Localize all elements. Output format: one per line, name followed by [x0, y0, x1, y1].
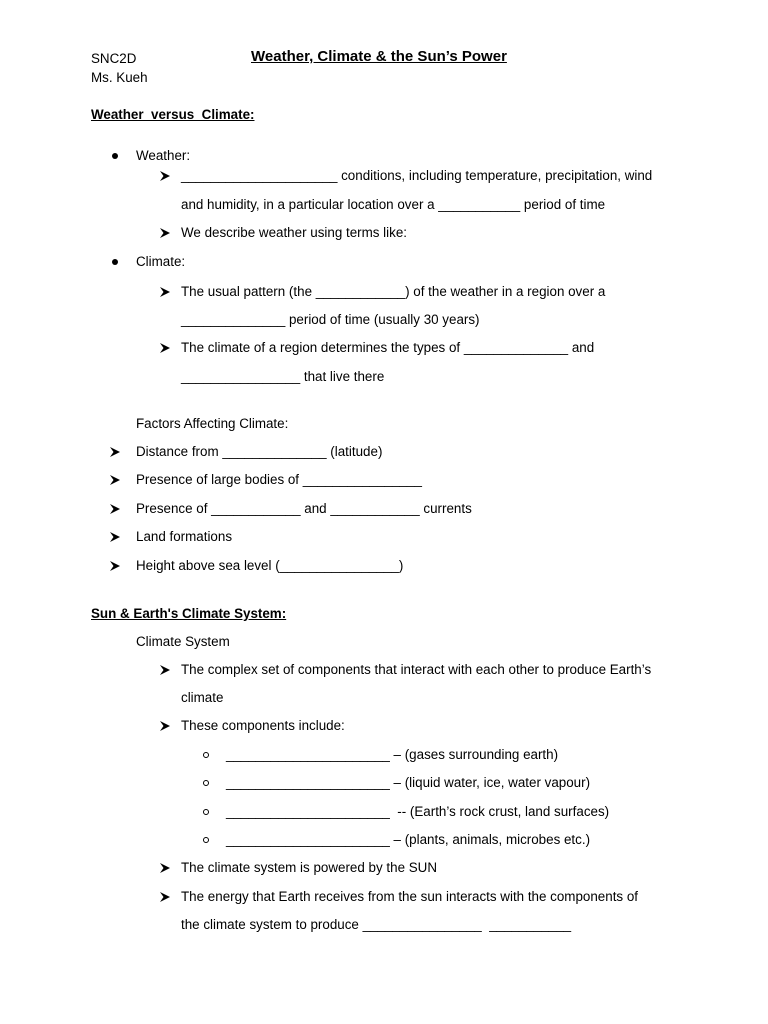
bullet-circle-icon — [203, 837, 209, 843]
arrow-bullet-icon — [109, 531, 121, 543]
bullet-disc-icon — [112, 259, 118, 265]
climate-types-line2: ________________ that live there — [181, 369, 385, 384]
energy-interaction-line2: the climate system to produce ________________ ___________ — [181, 917, 572, 932]
arrow-bullet-icon — [159, 664, 171, 676]
weather-label: Weather: — [136, 148, 191, 163]
weather-definition-line1: _____________________ conditions, including temperature, precipitation, wind — [181, 168, 653, 183]
components-intro: These components include: — [181, 718, 345, 733]
component-item: ______________________ – (gases surrounding earth) — [226, 747, 559, 762]
arrow-bullet-icon — [159, 170, 171, 182]
arrow-bullet-icon — [159, 286, 171, 298]
factor-item: Presence of ____________ and ____________ currents — [136, 501, 472, 516]
section-heading-weather-climate: Weather versus Climate: — [91, 107, 255, 122]
component-item: ______________________ – (liquid water, ice, water vapour) — [226, 775, 591, 790]
climate-label: Climate: — [136, 254, 186, 269]
page-title: Weather, Climate & the Sun’s Power — [251, 48, 507, 65]
weather-terms-line: We describe weather using terms like: — [181, 225, 407, 240]
factor-item: Presence of large bodies of ________________ — [136, 472, 422, 487]
factor-item: Distance from ______________ (latitude) — [136, 444, 383, 459]
arrow-bullet-icon — [159, 342, 171, 354]
arrow-bullet-icon — [159, 227, 171, 239]
powered-by-sun-line: The climate system is powered by the SUN — [181, 860, 438, 875]
arrow-bullet-icon — [109, 446, 121, 458]
arrow-bullet-icon — [109, 560, 121, 572]
factor-item: Height above sea level (________________) — [136, 558, 404, 573]
component-item: ______________________ -- (Earth’s rock crust, land surfaces) — [226, 804, 610, 819]
arrow-bullet-icon — [159, 720, 171, 732]
climate-definition-line1: The usual pattern (the ____________) of the weather in a region over a — [181, 284, 606, 299]
energy-interaction-line1: The energy that Earth receives from the sun interacts with the components of — [181, 889, 639, 904]
arrow-bullet-icon — [109, 474, 121, 486]
factors-heading: Factors Affecting Climate: — [136, 416, 289, 431]
bullet-circle-icon — [203, 780, 209, 786]
section-heading-sun-earth: Sun & Earth's Climate System: — [91, 606, 287, 621]
climate-definition-line2: ______________ period of time (usually 30 years) — [181, 312, 480, 327]
arrow-bullet-icon — [159, 862, 171, 874]
weather-definition-line2: and humidity, in a particular location over a ___________ period of time — [181, 197, 606, 212]
arrow-bullet-icon — [159, 891, 171, 903]
bullet-disc-icon — [112, 153, 118, 159]
component-item: ______________________ – (plants, animals, microbes etc.) — [226, 832, 591, 847]
bullet-circle-icon — [203, 809, 209, 815]
arrow-bullet-icon — [109, 503, 121, 515]
factor-item: Land formations — [136, 529, 233, 544]
climate-system-definition-line1: The complex set of components that interact with each other to produce Earth’s — [181, 662, 652, 677]
climate-system-definition-line2: climate — [181, 690, 224, 705]
course-code: SNC2D — [91, 51, 137, 66]
teacher-name: Ms. Kueh — [91, 70, 148, 85]
climate-system-subheading: Climate System — [136, 634, 230, 649]
climate-types-line1: The climate of a region determines the types of ______________ and — [181, 340, 595, 355]
bullet-circle-icon — [203, 752, 209, 758]
